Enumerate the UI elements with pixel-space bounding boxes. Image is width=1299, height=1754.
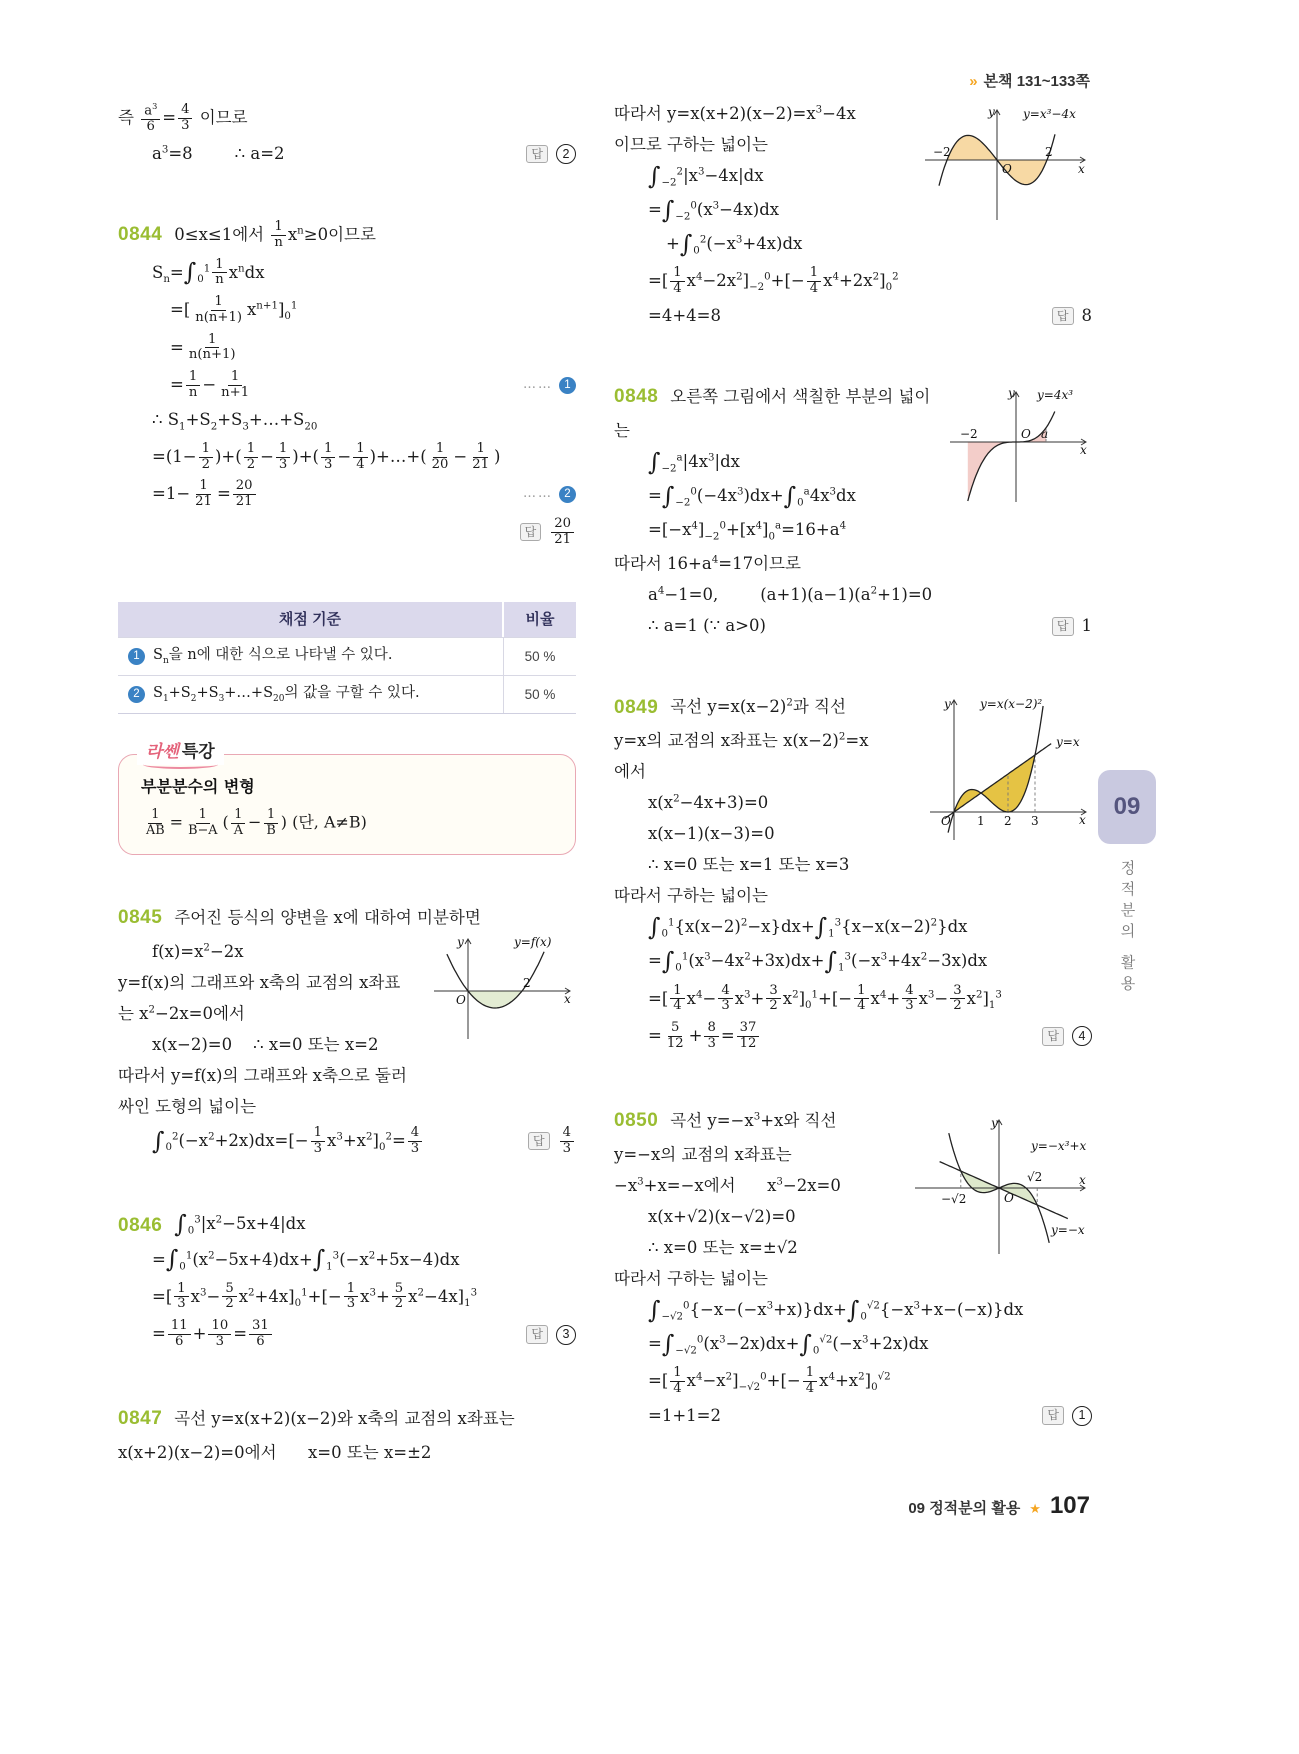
formula: =[ $\frac{1}{4}$ $x^4-$ $\frac{4}{3}$ $x^3+$ $\frac{3}{2}$ $x^2]_0^1+[-$ $\frac{1}{4}$ $x^4+$ $\frac{4}{3}$ $x^3-$ $\frac{3}{2}$ $x^2]_1^3$ bbox=[648, 982, 1002, 1014]
special-lecture-badge bbox=[137, 740, 224, 765]
formula-line bbox=[648, 853, 1092, 877]
solution-block-0844 bbox=[118, 220, 576, 548]
formula: x(x−2)=0 ∴ x=0 또는 x=2 bbox=[152, 1035, 379, 1055]
svg-text:y=x(x−2)²: y=x(x−2)² bbox=[980, 697, 1043, 712]
lecture-label: 특강 bbox=[181, 742, 215, 763]
svg-text:x: x bbox=[564, 991, 571, 1006]
formula-line bbox=[648, 518, 1092, 545]
svg-text:y: y bbox=[991, 1115, 998, 1130]
formula: $\int_0^2(-x^2+2x)dx=[-$ $\frac{1}{3}$ $x^3+x^2]_0^2=$ $\frac{4}{3}$ bbox=[152, 1126, 424, 1157]
problem-head-text: 주어진 등식의 양변을 x에 대하여 미분하면 bbox=[174, 908, 481, 928]
answer-fraction: 4 3 bbox=[560, 1126, 574, 1157]
svg-text:x: x bbox=[1080, 442, 1087, 457]
solution-block-0850 bbox=[614, 1106, 1092, 1428]
step-marker: 2 bbox=[559, 486, 576, 503]
grading-ratio: 50 % bbox=[503, 638, 576, 675]
formula: 따라서 y=f(x)의 그래프와 x축으로 둘러 bbox=[118, 1066, 407, 1086]
formula: $=[-x^4]_{-2}^0+[x^4]_0^a=16+a^4$ bbox=[648, 520, 847, 543]
chapter-number-tab: 09 bbox=[1098, 770, 1156, 844]
problem-number: 0847 bbox=[118, 1408, 163, 1430]
grading-criteria-header: 채점 기준 bbox=[278, 610, 342, 628]
formula-line bbox=[118, 1064, 576, 1088]
chapter-title-vertical: 정적분의 활용 bbox=[1118, 860, 1136, 997]
formula: x(x+√2)(x−√2)=0 bbox=[648, 1206, 796, 1226]
answer-fraction: 20 21 bbox=[551, 517, 574, 548]
svg-text:a: a bbox=[1041, 426, 1049, 441]
solution-block bbox=[614, 102, 1092, 328]
problem-number: 0850 bbox=[614, 1109, 659, 1131]
svg-text:2: 2 bbox=[1045, 145, 1053, 159]
formula-line bbox=[152, 479, 576, 510]
step-marker: 1 bbox=[128, 648, 145, 665]
formula: =1+1=2 bbox=[648, 1405, 721, 1425]
page-number: 107 bbox=[1049, 1492, 1090, 1519]
answer-label: 답 bbox=[1052, 307, 1074, 325]
special-lecture-box bbox=[118, 742, 576, 855]
graph-svg bbox=[924, 696, 1092, 844]
formula-line bbox=[648, 1021, 1092, 1052]
svg-text:√2: √2 bbox=[1027, 1169, 1043, 1184]
grading-table-header bbox=[118, 602, 576, 638]
svg-text:2: 2 bbox=[523, 975, 531, 990]
formula-line bbox=[614, 1267, 1092, 1291]
formula: y=f(x)의 그래프와 x축의 교점의 x좌표 bbox=[118, 973, 401, 993]
formula-line bbox=[648, 266, 1092, 297]
formula: =1− $\frac{1}{21}$ = $\frac{20}{21}$ bbox=[152, 479, 258, 510]
page-footer bbox=[640, 1492, 1090, 1520]
svg-text:y: y bbox=[988, 105, 995, 119]
formula-line bbox=[648, 614, 1092, 638]
formula-line bbox=[614, 552, 1092, 576]
formula: 이므로 구하는 넓이는 bbox=[614, 135, 768, 155]
grading-row bbox=[118, 637, 576, 675]
svg-text:−2: −2 bbox=[960, 426, 978, 441]
svg-text:2: 2 bbox=[1004, 814, 1012, 829]
problem-number: 0846 bbox=[118, 1214, 163, 1236]
right-column bbox=[614, 95, 1092, 1482]
criteria-text: $S_n$을 n에 대한 식으로 나타낼 수 있다. bbox=[153, 647, 393, 667]
answer bbox=[1042, 1026, 1092, 1046]
formula: =4+4=8 bbox=[648, 305, 721, 325]
formula: =[ $\frac{1}{4}$ $x^4-2x^2]_{-2}^0+[-$ $\frac{1}{4}$ $x^4+2x^2]_0^2$ bbox=[648, 265, 899, 297]
grading-criteria bbox=[118, 638, 503, 675]
formula: y=−x의 교점의 x좌표는 bbox=[614, 1144, 792, 1164]
formula-line bbox=[152, 1319, 576, 1350]
grading-row bbox=[118, 675, 576, 713]
formula: y=x의 교점의 x좌표는 $x(x-2)^2=x$ bbox=[614, 731, 869, 751]
formula: $=\int_{-√2}^0(x^3-2x)dx+\int_0^{√2}(-x^3+2x)dx$ bbox=[648, 1329, 929, 1358]
solution-block-0848 bbox=[614, 382, 1092, 638]
formula-line bbox=[648, 583, 1092, 607]
graph-g0849 bbox=[924, 696, 1092, 844]
page-reference-text: 본책 131~133쪽 bbox=[983, 73, 1090, 90]
formula: $=\int_{-2}^0(-4x^3)dx+\int_0^a4x^3dx$ bbox=[648, 481, 856, 510]
formula: ∴ x=0 또는 x=±√2 bbox=[648, 1237, 798, 1257]
svg-text:3: 3 bbox=[1031, 814, 1039, 829]
formula: = $\frac{11}{6}$ + $\frac{10}{3}$ = $\frac{31}{6}$ bbox=[152, 1319, 274, 1350]
problem-head bbox=[118, 220, 576, 251]
formula: = $\frac{1}{n}$ − $\frac{1}{n+1}$ bbox=[170, 369, 250, 400]
formula: ∴ $S_1+S_2+S_3+\dots+S_{20}$ bbox=[152, 409, 318, 433]
formula: = $\frac{1}{n(n+1)}$ bbox=[170, 331, 236, 363]
formula: =[ $\frac{1}{4}$ $x^4-x^2]_{-√2}^0+[-$ $\frac{1}{4}$ $x^4+x^2]_0^{√2}$ bbox=[648, 1364, 891, 1396]
solution-block-0849 bbox=[614, 692, 1092, 1051]
formula-line bbox=[648, 1366, 1092, 1397]
chapter-side-tab bbox=[1096, 770, 1158, 996]
svg-text:−√2: −√2 bbox=[941, 1191, 967, 1206]
solution-block-0845 bbox=[118, 903, 576, 1157]
step-marker: 2 bbox=[128, 686, 145, 703]
formula: $a^3=8$ ∴ a=2 bbox=[152, 143, 285, 163]
graph-svg bbox=[426, 933, 576, 1045]
answer bbox=[1052, 304, 1092, 328]
formula-line bbox=[666, 232, 1092, 259]
formula: $\int_{-2}^a|4x^3|dx$ bbox=[648, 447, 740, 476]
formula-line bbox=[152, 258, 576, 289]
formula-line bbox=[118, 517, 576, 548]
answer bbox=[520, 517, 576, 548]
solution-block bbox=[118, 102, 576, 166]
answer bbox=[1042, 1406, 1092, 1426]
svg-text:y=x: y=x bbox=[1056, 735, 1080, 750]
svg-text:x: x bbox=[1079, 1172, 1086, 1187]
answer-label: 답 bbox=[526, 1325, 548, 1343]
grading-table bbox=[118, 602, 576, 715]
formula: 는 $x^2-2x=0$에서 bbox=[118, 1004, 245, 1024]
svg-text:y=x³−4x: y=x³−4x bbox=[1023, 107, 1076, 121]
criteria-text: $S_1+S_2+S_3+\dots+S_{20}$의 값을 구할 수 있다. bbox=[153, 685, 420, 705]
graph-g0845 bbox=[426, 933, 576, 1045]
formula: $a^4-1=0$, $(a+1)(a-1)(a^2+1)=0$ bbox=[648, 585, 933, 605]
answer-text: 8 bbox=[1081, 305, 1092, 325]
formula-line bbox=[648, 1329, 1092, 1359]
problem-head-text: 오른쪽 그림에서 색칠한 부분의 넓이 bbox=[670, 386, 931, 406]
formula: 따라서 $16+a^4=17$이므로 bbox=[614, 554, 801, 574]
formula-line bbox=[614, 884, 1092, 908]
formula: 즉 $\frac{a^3}{6}$ = $\frac{4}{3}$ 이므로 bbox=[118, 101, 248, 135]
formula: $\int_{-√2}^0\{-x-(-x^3+x)\}dx+\int_0^{√2}\{-x^3+x-(-x)\}dx$ bbox=[648, 1295, 1024, 1324]
answer-label: 답 bbox=[526, 145, 548, 163]
formula: $S_n=\int_0^1$ $\frac{1}{n}$ $x^ndx$ bbox=[152, 256, 265, 288]
svg-text:y: y bbox=[1008, 385, 1015, 400]
circled-answer: 3 bbox=[556, 1325, 576, 1345]
problem-head-text: 곡선 y=x(x+2)(x−2)와 x축의 교점의 x좌표는 bbox=[174, 1408, 515, 1428]
formula: $=\int_0^1(x^2-5x+4)dx+\int_1^3(-x^2+5x-4)dx$ bbox=[152, 1245, 460, 1274]
step-note: …… 2 bbox=[523, 485, 576, 504]
answer bbox=[526, 1325, 576, 1345]
formula: =(1− $\frac{1}{2}$ )+( $\frac{1}{2}$ − $\frac{1}{3}$ )+( $\frac{1}{3}$ − $\frac{1}{4}$ )+…+( $\frac{1}{20}$ − $\frac{1}{21}$ ) bbox=[152, 440, 501, 472]
formula-line bbox=[152, 142, 576, 166]
footer-chapter: 09 정적분의 활용 bbox=[908, 1500, 1021, 1517]
graph-svg bbox=[917, 102, 1092, 227]
step-note: …… 1 bbox=[523, 376, 576, 395]
formula-line bbox=[648, 915, 1092, 942]
problem-head-text: 0≤x≤1에서 $\frac{1}{n}$ $x^n\ge 0$이므로 bbox=[174, 218, 376, 250]
svg-text:O: O bbox=[456, 992, 466, 1007]
formula: $+\int_0^2(-x^3+4x)dx$ bbox=[666, 230, 803, 259]
formula: $=\int_{-2}^0(x^3-4x)dx$ bbox=[648, 195, 780, 224]
formula: x(x+2)(x−2)=0에서 x=0 또는 x=±2 bbox=[118, 1442, 432, 1462]
graph-svg bbox=[907, 1114, 1092, 1262]
star-icon: ★ bbox=[1029, 1501, 1041, 1516]
formula-line bbox=[118, 102, 576, 135]
left-column bbox=[118, 95, 576, 1519]
chevron-icon: » bbox=[969, 73, 978, 90]
brand-label: 라쎈 bbox=[146, 742, 179, 763]
formula-line bbox=[170, 333, 576, 364]
formula-line bbox=[648, 984, 1092, 1015]
grading-ratio-header: 비율 bbox=[502, 602, 576, 638]
svg-text:−2: −2 bbox=[933, 145, 951, 159]
formula: =[ $\frac{1}{3}$ $x^3-$ $\frac{5}{2}$ $x^2+4x]_0^1+[-$ $\frac{1}{3}$ $x^3+$ $\frac{5}{2}$ $x^2-4x]_1^3$ bbox=[152, 1280, 478, 1312]
page-reference bbox=[760, 70, 1090, 91]
circled-answer: 1 bbox=[1072, 1406, 1092, 1426]
svg-text:x: x bbox=[1079, 813, 1086, 828]
answer-label: 답 bbox=[520, 523, 542, 541]
formula: $\int_0^1\{x(x-2)^2-x\}dx+\int_1^3\{x-x(x-2)^2\}dx$ bbox=[648, 913, 968, 942]
formula-line bbox=[152, 442, 576, 473]
formula-line bbox=[648, 1295, 1092, 1325]
formula: =[ $\frac{1}{n(n+1)}$ $x^{n+1}]_0^1$ bbox=[170, 294, 298, 325]
svg-text:O: O bbox=[1002, 162, 1012, 176]
grading-criteria bbox=[118, 676, 503, 713]
formula: 따라서 구하는 넓이는 bbox=[614, 886, 768, 906]
formula: ∴ a=1 (∵ a>0) bbox=[648, 616, 766, 636]
svg-text:y=4x³: y=4x³ bbox=[1037, 387, 1074, 402]
formula: ∴ x=0 또는 x=1 또는 x=3 bbox=[648, 855, 850, 875]
formula-line bbox=[648, 1404, 1092, 1428]
circled-answer: 2 bbox=[556, 144, 576, 164]
problem-number: 0849 bbox=[614, 696, 659, 718]
problem-head-text: 곡선 $y=-x^3+x$와 직선 bbox=[670, 1110, 837, 1130]
answer-label: 답 bbox=[1052, 617, 1074, 635]
circled-answer: 4 bbox=[1072, 1026, 1092, 1046]
formula: 따라서 $y=x(x+2)(x-2)=x^3-4x$ bbox=[614, 104, 856, 124]
problem-head bbox=[118, 903, 576, 933]
svg-text:O: O bbox=[941, 814, 951, 829]
answer-label: 답 bbox=[1042, 1027, 1064, 1045]
formula: 에서 bbox=[614, 762, 646, 782]
answer-label: 답 bbox=[528, 1132, 550, 1150]
step-marker: 1 bbox=[559, 377, 576, 394]
formula: 는 bbox=[614, 420, 630, 440]
formula: $x(x^2-4x+3)=0$ bbox=[648, 793, 769, 813]
problem-number: 0848 bbox=[614, 386, 659, 408]
svg-text:O: O bbox=[1004, 1190, 1014, 1205]
svg-text:y=−x³+x: y=−x³+x bbox=[1031, 1138, 1087, 1153]
answer bbox=[526, 144, 576, 164]
formula-line bbox=[648, 304, 1092, 328]
formula-line bbox=[152, 1282, 576, 1313]
formula-line bbox=[152, 408, 576, 435]
svg-text:x: x bbox=[1078, 162, 1085, 176]
formula: x(x−1)(x−3)=0 bbox=[648, 824, 775, 844]
svg-text:y: y bbox=[457, 934, 464, 949]
formula: $f(x)=x^2-2x$ bbox=[152, 942, 244, 962]
formula-line bbox=[170, 295, 576, 326]
formula: $-x^3+x=-x$에서 $x^3-2x=0$ bbox=[614, 1175, 841, 1195]
graph-g0848 bbox=[942, 384, 1092, 508]
svg-text:y=−x: y=−x bbox=[1051, 1222, 1085, 1237]
formula: = $\frac{5}{12}$ + $\frac{8}{3}$ = $\frac{37}{12}$ bbox=[648, 1021, 761, 1052]
problem-head bbox=[118, 1211, 576, 1241]
formula-line bbox=[648, 949, 1092, 976]
answer-text: 1 bbox=[1081, 616, 1092, 636]
formula-line bbox=[170, 370, 576, 401]
answer bbox=[528, 1126, 576, 1157]
problem-number: 0845 bbox=[118, 907, 163, 929]
answer bbox=[1052, 614, 1092, 638]
problem-head-text: $\int_0^3|x^2-5x+4|dx$ bbox=[174, 1209, 306, 1238]
formula: $=\int_0^1(x^3-4x^2+3x)dx+\int_1^3(-x^3+4x^2-3x)dx$ bbox=[648, 947, 988, 976]
answer-label: 답 bbox=[1042, 1406, 1064, 1424]
formula: $\int_{-2}^2|x^3-4x|dx$ bbox=[648, 161, 764, 190]
svg-text:y=f(x): y=f(x) bbox=[514, 934, 552, 949]
tip-formula: $\frac{1}{AB}$ = $\frac{1}{B-A}$ ( $\frac{1}{A}$ − $\frac{1}{B}$ ) (단, A≠B) bbox=[146, 807, 367, 838]
formula-line bbox=[118, 1441, 576, 1465]
formula-line bbox=[152, 1126, 576, 1157]
formula: 따라서 구하는 넓이는 bbox=[614, 1268, 768, 1288]
grading-ratio: 50 % bbox=[503, 676, 576, 713]
formula: 싸인 도형의 넓이는 bbox=[118, 1097, 257, 1117]
formula-line bbox=[152, 1245, 576, 1275]
graph-g0847 bbox=[917, 102, 1092, 227]
problem-head bbox=[118, 1404, 576, 1434]
solution-block-0847 bbox=[118, 1404, 576, 1465]
problem-number: 0844 bbox=[118, 224, 163, 246]
problem-head-text: 곡선 $y=x(x-2)^2$과 직선 bbox=[670, 697, 846, 717]
formula-line bbox=[118, 1095, 576, 1119]
solution-block-0846 bbox=[118, 1211, 576, 1350]
graph-svg bbox=[942, 384, 1092, 508]
svg-text:1: 1 bbox=[977, 814, 985, 829]
svg-text:O: O bbox=[1021, 426, 1031, 441]
svg-text:y: y bbox=[944, 697, 951, 712]
tip-title: 부분분수의 변형 bbox=[141, 777, 255, 797]
graph-g0850 bbox=[907, 1114, 1092, 1262]
